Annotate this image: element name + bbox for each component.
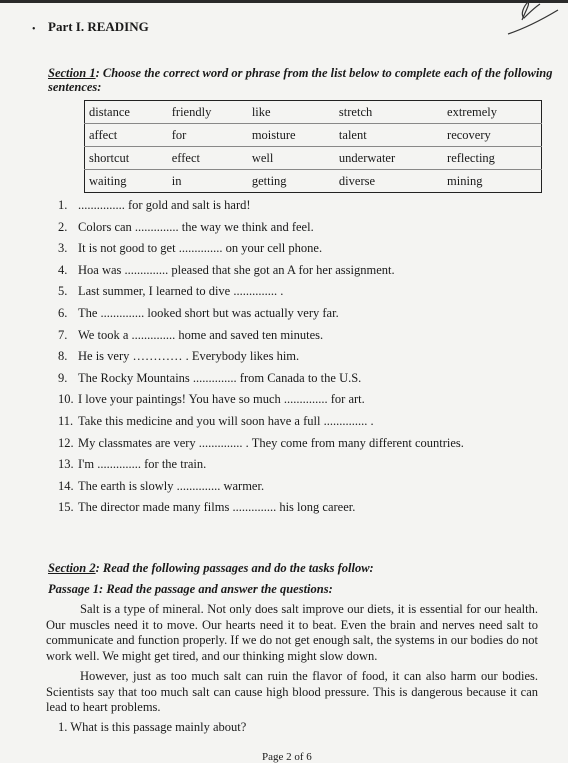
page-footer: Page 2 of 6 [262, 751, 312, 763]
word-cell: talent [335, 124, 443, 147]
sentence-list [58, 195, 464, 519]
sentence-number: 7. [58, 327, 68, 342]
sentence-text: He is very ………… . Everybody likes him. [78, 349, 300, 364]
sentence-item [58, 433, 464, 455]
sentence-item [58, 195, 464, 217]
word-cell: extremely [447, 104, 498, 119]
word-table-row [85, 101, 542, 124]
word-table-row [85, 170, 542, 193]
sentence-text: The .............. looked short but was actually very far. [78, 305, 339, 320]
sentence-number: 15. [58, 500, 74, 515]
sentence-text: The director made many films .............. his long career. [78, 500, 356, 515]
word-cell: in [168, 170, 248, 193]
sentence-item [58, 389, 464, 411]
sentence-number: 12. [58, 435, 74, 450]
word-cell: affect [85, 124, 168, 147]
sentence-text: I'm .............. for the train. [78, 457, 207, 472]
sentence-number: 13. [58, 457, 74, 472]
sentence-item [58, 454, 464, 476]
section2-instruction: : Read the following passages and do the tasks follow: [95, 561, 374, 575]
word-cell: for [168, 124, 248, 147]
sentence-text: It is not good to get .............. on your cell phone. [78, 241, 323, 256]
part-title: Part I. READING [48, 19, 149, 34]
word-cell: moisture [248, 124, 335, 147]
word-cell: shortcut [85, 147, 168, 170]
sentence-text: ............... for gold and salt is hard! [78, 198, 251, 212]
passage-paragraph-2 [46, 669, 538, 716]
word-cell: friendly [171, 104, 212, 119]
sentence-number: 8. [58, 349, 68, 364]
sentence-text: Last summer, I learned to dive .............. . [78, 284, 284, 299]
sentence-number: 10. [58, 392, 74, 407]
sentence-item [58, 411, 464, 433]
word-table-row [85, 124, 542, 147]
sentence-number: 9. [58, 370, 68, 385]
margin-dot: • [32, 24, 36, 35]
section2-heading [48, 561, 374, 576]
word-cell: effect [168, 147, 248, 170]
word-cell: diverse [335, 170, 443, 193]
sentence-text: I love your paintings! You have so much .............. for art. [78, 392, 365, 407]
sentence-text: The Rocky Mountains .............. from Canada to the U.S. [78, 370, 362, 385]
sentence-number: 3. [58, 241, 68, 256]
sentence-number: 11. [58, 413, 74, 428]
sentence-item [58, 238, 464, 260]
sentence-text: Hoa was .............. pleased that she got an A for her assignment. [78, 262, 395, 277]
sentence-text: Take this medicine and you will soon have a full .............. . [78, 413, 374, 428]
sentence-number: 2. [58, 219, 68, 234]
handwritten-mark-icon [500, 0, 560, 40]
word-cell: stretch [338, 104, 373, 119]
sentence-number: 5. [58, 284, 68, 299]
sentence-number: 14. [58, 478, 74, 493]
sentence-item [58, 260, 464, 282]
sentence-text: The earth is slowly .............. warmer. [78, 478, 265, 493]
paragraph-2-text: However, just as too much salt can ruin the flavor of food, it can also harm our bodies. Scientists say that too much salt can cause high blood pressure. This is dangerous because it can lead to heart problems. [46, 669, 538, 714]
word-table-row [85, 147, 542, 170]
sentence-item [58, 325, 464, 347]
word-cell: mining [443, 170, 541, 193]
sentence-number: 4. [58, 262, 68, 277]
word-cell: distance [89, 104, 130, 119]
sentence-number: 1. [58, 198, 68, 212]
sentence-item [58, 281, 464, 303]
paragraph-1-text: Salt is a type of mineral. Not only does salt improve our diets, it is essential for our health. Our muscles need it to move. Our hearts need it to beat. Even the brain and nerves need salt to communicate and function properly. If we do not get enough salt, the systems in our bodies do not work well. We might get tired, and our thinking might slow down. [46, 602, 538, 663]
sentence-number: 6. [58, 305, 68, 320]
sentence-item [58, 303, 464, 325]
passage1-heading: Passage 1: Read the passage and answer the questions: [48, 582, 333, 596]
word-list-table [84, 100, 542, 193]
question-1: 1. What is this passage mainly about? [58, 720, 247, 734]
top-edge-line [0, 0, 568, 3]
section2-label: Section 2 [48, 561, 96, 575]
sentence-text: We took a .............. home and saved ten minutes. [78, 327, 324, 342]
passage-paragraph-1 [46, 602, 538, 664]
section1-heading [48, 66, 553, 94]
word-cell: well [248, 147, 335, 170]
word-cell: recovery [443, 124, 541, 147]
sentence-text: Colors can .............. the way we think and feel. [78, 219, 314, 234]
sentence-item [58, 346, 464, 368]
word-cell: reflecting [443, 147, 541, 170]
word-cell: underwater [335, 147, 443, 170]
section1-label: Section 1 [48, 66, 96, 80]
sentence-item [58, 368, 464, 390]
word-cell: like [251, 104, 271, 119]
sentence-item [58, 476, 464, 498]
section1-instruction: : Choose the correct word or phrase from the list below to complete each of the following sentences: [48, 66, 553, 94]
sentence-item [58, 497, 464, 519]
word-cell: getting [248, 170, 335, 193]
sentence-item [58, 217, 464, 239]
sentence-text: My classmates are very .............. . They come from many different countries. [78, 435, 464, 450]
word-cell: waiting [85, 170, 168, 193]
